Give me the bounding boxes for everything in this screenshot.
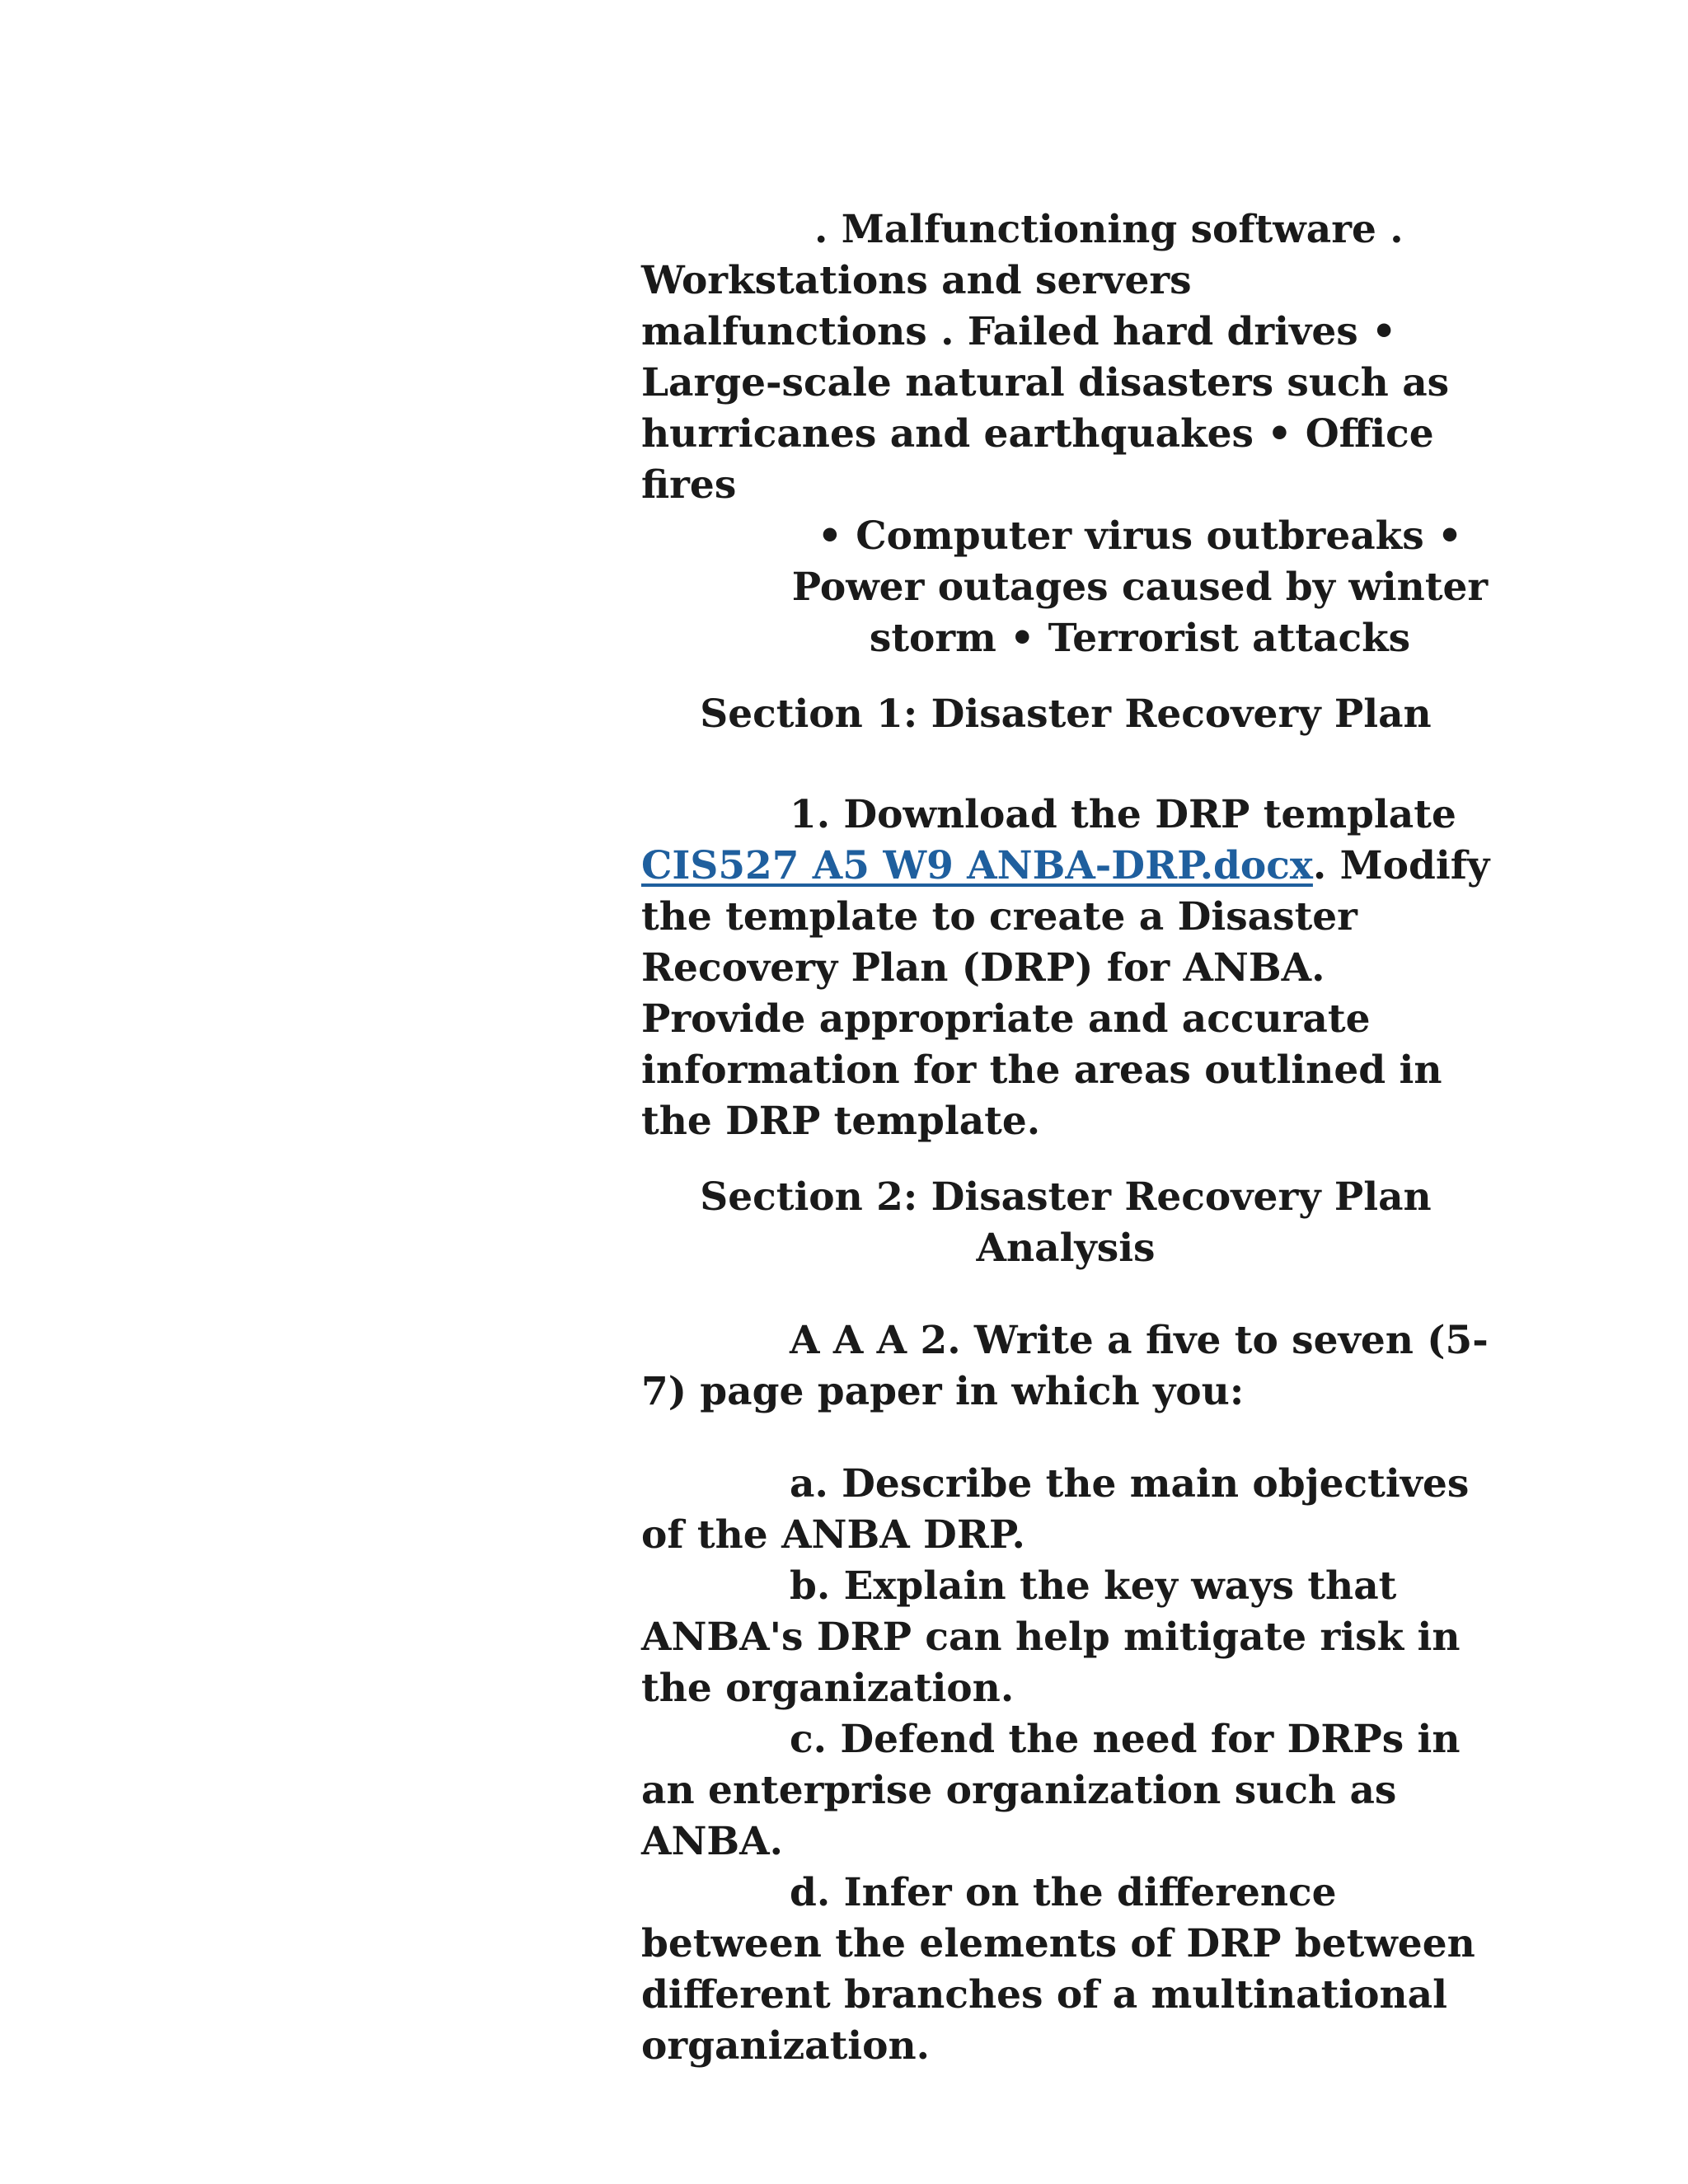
- section-1-item-1: [641, 790, 1490, 1147]
- hazard-list-part-2: • Computer virus outbreaks • Power outages caused by winter storm • Terrorist attacks: [791, 513, 1489, 661]
- item-1-prefix: 1. Download the DRP template: [790, 792, 1456, 837]
- sub-item-d: d. Infer on the difference between the elements of DRP between different branches of a multinational organization.: [641, 1870, 1475, 2069]
- document-body: [641, 204, 1490, 2072]
- sub-item-c: c. Defend the need for DRPs in an enterprise organization such as ANBA.: [641, 1717, 1461, 1864]
- sub-item-b: b. Explain the key ways that ANBA's DRP can help mitigate risk in the organization.: [641, 1563, 1461, 1711]
- drp-template-link[interactable]: CIS527 A5 W9 ANBA-DRP.docx: [641, 843, 1313, 888]
- section-1-heading: Section 1: Disaster Recovery Plan: [700, 691, 1432, 737]
- hazard-list-part-1: . Malfunctioning software . Workstations and servers malfunctions . Failed hard drives • Large-scale natural disasters such as hurricanes and earthquakes • Office fires: [641, 207, 1450, 508]
- section-2-item-2: A A A 2. Write a five to seven (5-7) page paper in which you:: [641, 1318, 1489, 1414]
- section-2-heading: Section 2: Disaster Recovery Plan Analysis: [700, 1174, 1432, 1271]
- item-1-suffix: . Modify the template to create a Disaster Recovery Plan (DRP) for ANBA. Provide appropriate and accurate information for the areas outlined in the DRP template.: [641, 843, 1490, 1144]
- sub-item-a: a. Describe the main objectives of the ANBA DRP.: [641, 1461, 1470, 1558]
